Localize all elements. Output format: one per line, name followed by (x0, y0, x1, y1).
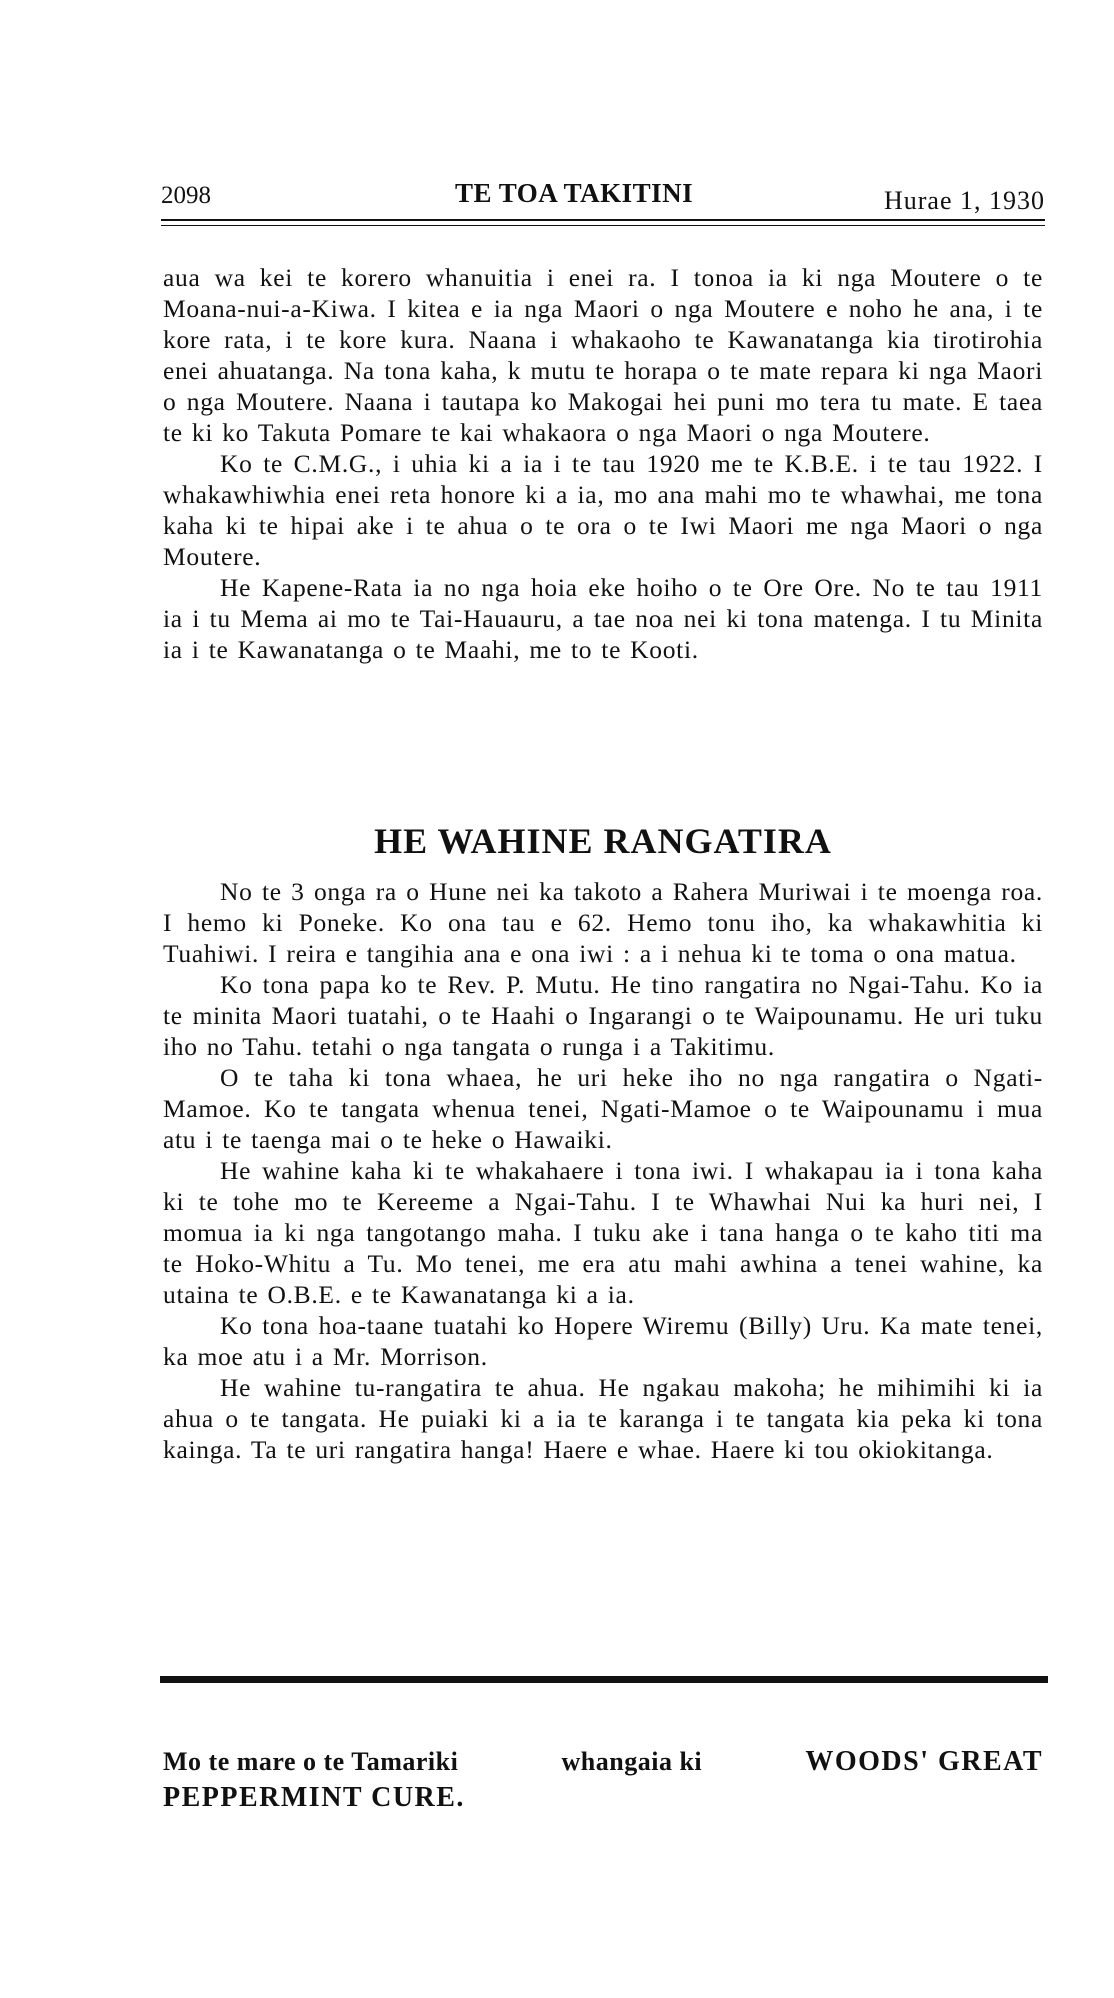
article-continued (163, 262, 1043, 665)
advert-brand: PEPPERMINT CURE. (163, 1782, 465, 1813)
article-obituary (163, 876, 1043, 1465)
section-divider (160, 1676, 1048, 1683)
article-paragraph: O te taha ki tona whaea, he uri heke iho no nga rangatira o Ngati-Mamoe. Ko te tangata whenua tenei, Ngati-Mamoe o te Waipounamu i mua atu i te taenga mai o te heke o Hawaiki. (163, 1063, 1043, 1154)
advert-brand: WOODS' GREAT (805, 1746, 1043, 1777)
article-paragraph: No te 3 onga ra o Hune nei ka takoto a Rahera Muriwai i te moenga roa. I hemo ki Poneke. Ko ona tau e 62. Hemo tonu iho, ka whakawhitia ki Tuahiwi. I reira e tangihia ana e ona iwi : a i nehua ki te toma o ona matua. (163, 877, 1043, 968)
page-header (161, 178, 1045, 218)
article-paragraph: He Kapene-Rata ia no nga hoia eke hoiho o te Ore Ore. No te tau 1911 ia i tu Mema ai mo te Tai-Hauauru, a tae noa nei ki tona matenga. I tu Minita ia i te Kawanatanga o te Maahi, me to te Kooti. (163, 573, 1043, 664)
issue-date: Hurae 1, 1930 (883, 186, 1045, 215)
header-rule (161, 219, 1045, 221)
header-rule-thin (161, 225, 1045, 226)
page-number: 2098 (161, 182, 211, 209)
publication-title: TE TOA TAKITINI (455, 178, 694, 208)
article-paragraph: He wahine tu-rangatira te ahua. He ngakau makoha; he mihimihi ki ia ahua o te tangata. He puiaki ki a ia te karanga i te tangata kia peka ki tona kainga. Ta te uri rangatira hanga! Haere e whae. Haere ki tou okiokitanga. (163, 1373, 1043, 1464)
article-paragraph: He wahine kaha ki te whakahaere i tona iwi. I whakapau ia i tona kaha ki te tohe mo te Kereeme a Ngai-Tahu. I te Whawhai Nui ka huri nei, I momua ia ki nga tangotango maha. I tuku ake i tana hanga o te kaho titi ma te Hoko-Whitu a Tu. Mo tenei, me era atu mahi awhina a tenei wahine, ka utaina te O.B.E. e te Kawanatanga ki a ia. (163, 1156, 1043, 1309)
article-paragraph: Ko te C.M.G., i uhia ki a ia i te tau 1920 me te K.B.E. i te tau 1922. I whakawhiwhia enei reta honore ki a ia, mo ana mahi mo te whawhai, me tona kaha ki te hipai ake i te ahua o te ora o te Iwi Maori me nga Maori o nga Moutere. (163, 449, 1043, 571)
article-paragraph: Ko tona hoa-taane tuatahi ko Hopere Wiremu (Billy) Uru. Ka mate tenei, ka moe atu i a Mr. Morrison. (163, 1311, 1043, 1371)
article-paragraph: Ko tona papa ko te Rev. P. Mutu. He tino rangatira no Ngai-Tahu. Ko ia te minita Maori tuatahi, o te Haahi o Ingarangi o te Waipounamu. He uri tuku iho no Tahu. tetahi o nga tangata o runga i a Takitimu. (163, 970, 1043, 1061)
section-heading: HE WAHINE RANGATIRA (374, 821, 832, 861)
advert-text: whangaia ki (561, 1747, 703, 1776)
advert-text: Mo te mare o te Tamariki (163, 1747, 459, 1776)
article-paragraph: aua wa kei te korero whanuitia i enei ra. I tonoa ia ki nga Moutere o te Moana-nui-a-Kiwa. I kitea e ia nga Maori o nga Moutere e noho he ana, i te kore rata, i te kore kura. Naana i whakaoho te Kawanatanga kia tirotirohia enei ahuatanga. Na tona kaha, k mutu te horapa o te mate repara ki nga Maori o nga Moutere. Naana i tautapa ko Makogai hei puni mo tera tu mate. E taea te ki ko Takuta Pomare te kai whakaora o nga Maori o nga Moutere. (163, 263, 1043, 447)
advertisement (163, 1744, 1043, 1816)
